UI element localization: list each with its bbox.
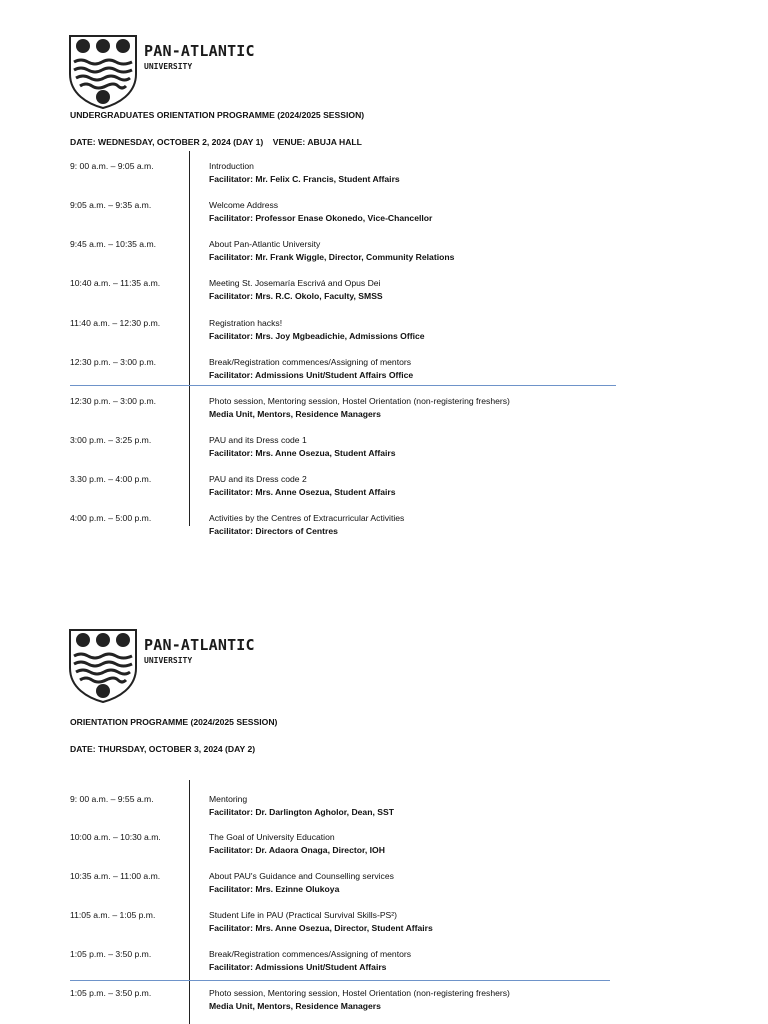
- session-facilitator: Facilitator: Professor Enase Okonedo, Vice-Chancellor: [209, 213, 433, 223]
- session-facilitator: Facilitator: Mrs. R.C. Okolo, Faculty, SMSS: [209, 291, 383, 301]
- session-time: 3:00 p.m. – 3:25 p.m.: [70, 435, 152, 445]
- session-title: Photo session, Mentoring session, Hostel Orientation (non-registering freshers): [209, 396, 510, 406]
- session-title: Introduction: [209, 161, 254, 171]
- session-time: 9: 00 a.m. – 9:05 a.m.: [70, 161, 154, 171]
- session-time: 10:00 a.m. – 10:30 a.m.: [70, 832, 161, 842]
- schedule-row: [70, 357, 630, 387]
- session-time: 9:45 a.m. – 10:35 a.m.: [70, 239, 156, 249]
- session-time: 10:40 a.m. – 11:35 a.m.: [70, 278, 161, 288]
- session-time: 11:05 a.m. – 1:05 p.m.: [70, 910, 156, 920]
- logo-name-line2: UNIVERSITY: [144, 656, 193, 665]
- programme-title-day2: ORIENTATION PROGRAMME (2024/2025 SESSION): [70, 717, 278, 727]
- schedule-row: [70, 794, 630, 824]
- session-facilitator: Facilitator: Mrs. Anne Osezua, Student Affairs: [209, 487, 396, 497]
- schedule-row: [70, 513, 630, 543]
- schedule-row: [70, 435, 630, 465]
- session-facilitator: Facilitator: Admissions Unit/Student Affairs Office: [209, 370, 414, 380]
- session-time: 9:05 a.m. – 9:35 a.m.: [70, 200, 152, 210]
- schedule-row: [70, 396, 630, 426]
- session-time: 11:40 a.m. – 12:30 p.m.: [70, 318, 161, 328]
- university-logo: [68, 34, 255, 110]
- date-day2: DATE: THURSDAY, OCTOBER 3, 2024 (DAY 2): [70, 744, 256, 754]
- session-time: 12:30 p.m. – 3:00 p.m.: [70, 357, 156, 367]
- session-title: Break/Registration commences/Assigning of mentors: [209, 949, 412, 959]
- session-facilitator: Facilitator: Dr. Adaora Onaga, Director, IOH: [209, 845, 385, 855]
- session-facilitator: Facilitator: Mrs. Joy Mgbeadichie, Admissions Office: [209, 331, 425, 341]
- session-title: PAU and its Dress code 1: [209, 435, 307, 445]
- logo-name-line1: PAN-ATLANTIC: [144, 636, 255, 654]
- session-title: Photo session, Mentoring session, Hostel Orientation (non-registering freshers): [209, 988, 510, 998]
- session-facilitator: Facilitator: Mr. Felix C. Francis, Student Affairs: [209, 174, 400, 184]
- university-crest-icon: [68, 34, 138, 110]
- programme-title-day1: UNDERGRADUATES ORIENTATION PROGRAMME (2024/2025 SESSION): [70, 110, 365, 120]
- session-facilitator: Media Unit, Mentors, Residence Managers: [209, 1001, 381, 1011]
- session-facilitator: Facilitator: Admissions Unit/Student Affairs: [209, 962, 387, 972]
- logo-name-line2: UNIVERSITY: [144, 62, 193, 71]
- session-title: Mentoring: [209, 794, 248, 804]
- schedule-row: [70, 200, 630, 230]
- session-facilitator: Facilitator: Mrs. Anne Osezua, Student Affairs: [209, 448, 396, 458]
- university-crest-icon: [68, 628, 138, 704]
- session-time: 9: 00 a.m. – 9:55 a.m.: [70, 794, 154, 804]
- schedule-row: [70, 278, 630, 308]
- logo-name-line1: PAN-ATLANTIC: [144, 42, 255, 60]
- session-title: Welcome Address: [209, 200, 279, 210]
- schedule-row: [70, 474, 630, 504]
- schedule-row: [70, 318, 630, 348]
- session-title: Student Life in PAU (Practical Survival Skills-PS²): [209, 910, 398, 920]
- session-time: 1:05 p.m. – 3:50 p.m.: [70, 988, 152, 998]
- session-title: Meeting St. Josemaría Escrivá and Opus Dei: [209, 278, 381, 288]
- session-time: 4:00 p.m. – 5:00 p.m.: [70, 513, 152, 523]
- date-venue-day1: DATE: WEDNESDAY, OCTOBER 2, 2024 (DAY 1) VENUE: ABUJA HALL: [70, 137, 362, 147]
- schedule-row: [70, 832, 630, 862]
- session-title: Break/Registration commences/Assigning of mentors: [209, 357, 412, 367]
- schedule-row: [70, 871, 630, 901]
- section-separator-day2: [70, 980, 610, 981]
- schedule-row: [70, 910, 630, 940]
- session-facilitator: Facilitator: Dr. Darlington Agholor, Dean, SST: [209, 807, 394, 817]
- session-title: PAU and its Dress code 2: [209, 474, 307, 484]
- session-time: 10:35 a.m. – 11:00 a.m.: [70, 871, 161, 881]
- session-title: Activities by the Centres of Extracurricular Activities: [209, 513, 405, 523]
- university-logo: [68, 628, 255, 704]
- session-facilitator: Facilitator: Mrs. Anne Osezua, Director, Student Affairs: [209, 923, 433, 933]
- schedule-row: [70, 239, 630, 269]
- session-facilitator: Facilitator: Mr. Frank Wiggle, Director, Community Relations: [209, 252, 455, 262]
- session-time: 12:30 p.m. – 3:00 p.m.: [70, 396, 156, 406]
- session-time: 3.30 p.m. – 4:00 p.m.: [70, 474, 152, 484]
- session-title: The Goal of University Education: [209, 832, 335, 842]
- session-facilitator: Facilitator: Mrs. Ezinne Olukoya: [209, 884, 340, 894]
- session-time: 1:05 p.m. – 3:50 p.m.: [70, 949, 152, 959]
- schedule-row: [70, 949, 630, 979]
- session-title: About Pan-Atlantic University: [209, 239, 321, 249]
- session-facilitator: Media Unit, Mentors, Residence Managers: [209, 409, 381, 419]
- session-facilitator: Facilitator: Directors of Centres: [209, 526, 338, 536]
- session-title: About PAU's Guidance and Counselling services: [209, 871, 394, 881]
- schedule-row: [70, 161, 630, 191]
- session-title: Registration hacks!: [209, 318, 283, 328]
- schedule-row: [70, 988, 630, 1018]
